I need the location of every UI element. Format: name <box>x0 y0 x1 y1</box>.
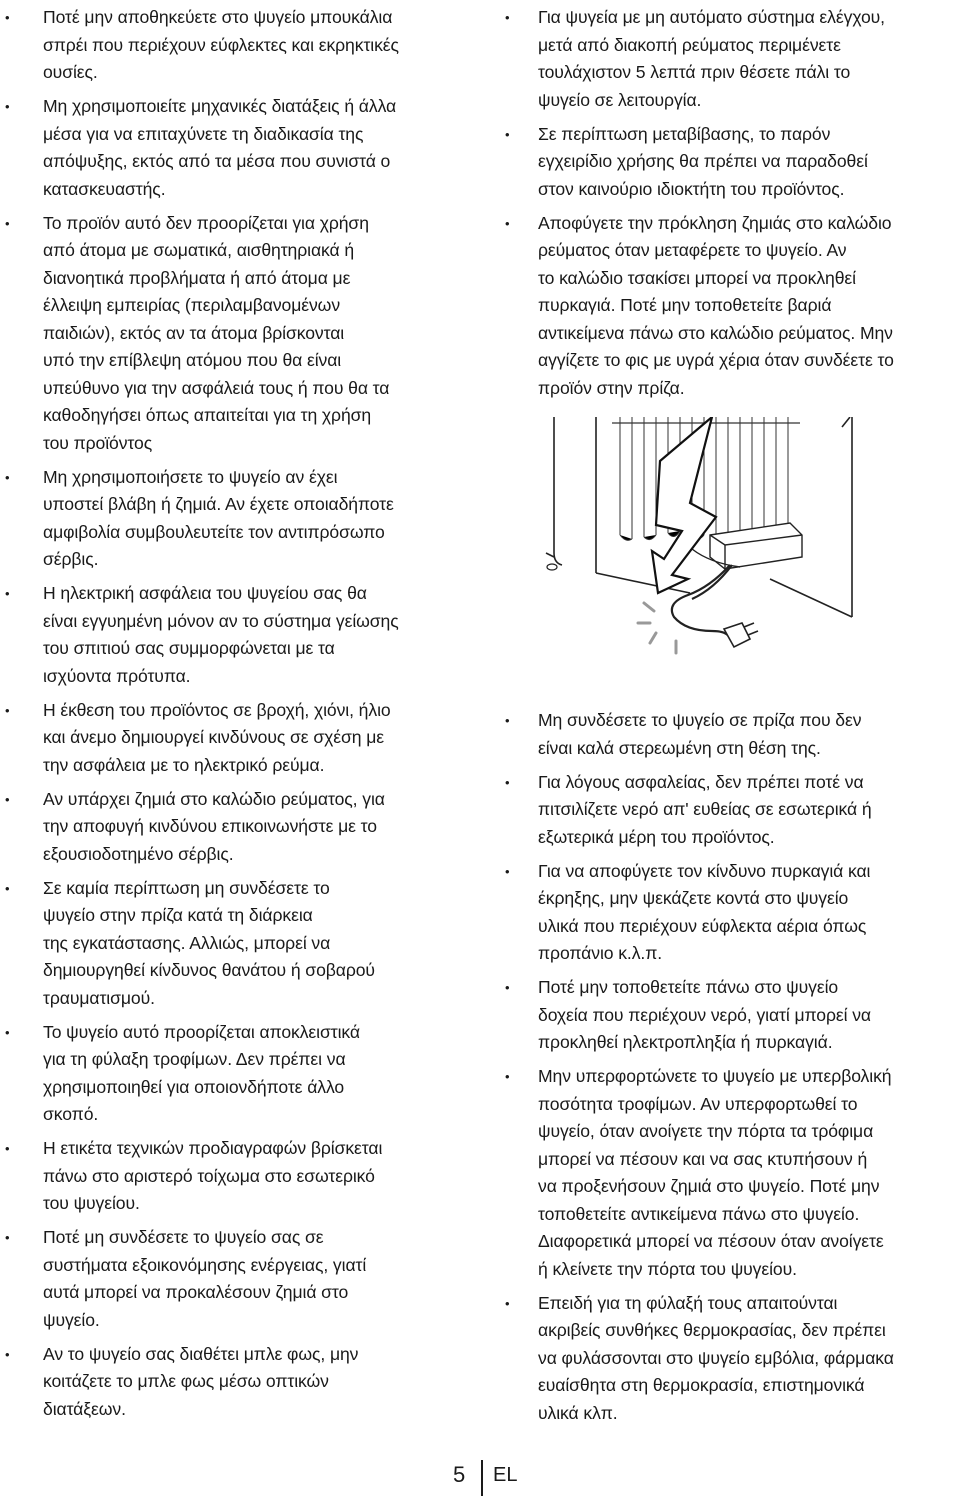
bullet-line: του προϊόντος <box>43 432 153 453</box>
bullet-line: ισχύοντα πρότυπα. <box>43 665 191 686</box>
bullet-line: αυτά μπορεί να προκαλέσουν ζημιά στο <box>43 1282 349 1302</box>
spark-rays <box>638 603 676 653</box>
bullet-line: μέσα για να επιταχύνετε τη διαδικασία της <box>43 123 364 144</box>
bullet-line: • Για να αποφύγετε τον κίνδυνο πυρκαγιά και <box>538 860 871 881</box>
bullet-line: παιδιών), εκτός αν τα άτομα βρίσκονται <box>43 322 345 343</box>
power-plug-icon <box>724 623 758 647</box>
bullet-item <box>0 580 478 690</box>
bullet-line: ψυγείο. <box>43 1309 100 1330</box>
lightning-warning-icon <box>652 417 716 593</box>
bullet-line: κοιτάζετε το μπλε φως μέσω οπτικών <box>43 1371 329 1391</box>
bullet-line: στον καινούριο ιδιοκτήτη του προϊόντος. <box>538 178 845 199</box>
bullet-item <box>0 786 478 869</box>
bullet-line: από άτομα με σωματικά, αισθητηριακά ή <box>43 240 355 260</box>
left-bullet-list <box>0 4 478 1423</box>
bullet-line: • Μη χρησιμοποιείτε μηχανικές διατάξεις ή άλλα <box>43 96 397 116</box>
bullet-line: τουλάχιστον 5 λεπτά πριν θέσετε πάλι το <box>538 62 851 82</box>
bullet-line: εξουσιοδοτημένο σέρβις. <box>43 843 234 864</box>
bullet-line: τοποθετείτε αντικείμενα πάνω στο ψυγείο. <box>538 1203 860 1224</box>
bullet-line: δοχεία που περιέχουν νερό, γιατί μπορεί να <box>538 1004 871 1025</box>
bullet-line: για τη φύλαξη τροφίμων. Δεν πρέπει να <box>43 1049 346 1069</box>
bullet-line: και άνεμο δημιουργεί κινδύνους σε σχέση με <box>43 727 384 747</box>
bullet-line: την αποφυγή κινδύνου επικοινωνήστε με το <box>43 816 377 836</box>
bullet-item <box>0 697 478 780</box>
bullet-item <box>0 875 478 1013</box>
bullet-line: αγγίζετε το φις με υγρά χέρια όταν συνδέετε το <box>538 350 894 370</box>
bullet-line: υποστεί βλάβη ή ζημιά. Αν έχετε οποιαδήποτε <box>43 494 394 514</box>
bullet-item <box>0 93 478 203</box>
bullet-line: υπεύθυνο για την ασφάλειά τους ή που θα τα <box>43 377 390 398</box>
bullet-line: του ψυγείου. <box>43 1193 140 1213</box>
bullet-item <box>0 1019 478 1129</box>
refrigerator-rear-illustration <box>540 417 955 689</box>
bullet-line: ψυγείο, όταν ανοίγετε την πόρτα τα τρόφιμα <box>538 1121 874 1141</box>
bullet-item <box>498 4 960 114</box>
right-bullet-list-bottom <box>498 707 960 1427</box>
page-footer <box>0 1460 960 1500</box>
bullet-line: ποσότητα τροφίμων. Αν υπερφορτωθεί το <box>538 1093 858 1114</box>
compressor <box>692 523 802 569</box>
bullet-line: καθοδηγήσει όπως απαιτείται για τη χρήση <box>43 405 372 425</box>
bullet-line: αντικείμενα πάνω στο καλώδιο ρεύματος. Μην <box>538 322 893 343</box>
bullet-line: πάνω στο αριστερό τοίχωμα στο εσωτερικό <box>43 1165 375 1186</box>
bullet-line: • Η ηλεκτρική ασφάλεια του ψυγείου σας θα <box>43 583 367 603</box>
bullet-line: ψυγείο σε λειτουργία. <box>538 89 702 110</box>
bullet-line: του σπιτιού σας συμμορφώνεται με τα <box>43 638 335 658</box>
bullet-line: • Μη συνδέσετε το ψυγείο σε πρίζα που δεν <box>538 710 862 730</box>
bullet-line: ρεύματος όταν μεταφέρετε το ψυγείο. Αν <box>538 240 847 260</box>
bullet-item <box>0 4 478 87</box>
bullet-line: υλικά που περιέχουν εύφλεκτα αέρια όπως <box>538 915 867 936</box>
bullet-line: μπορεί να πέσουν και να σας κτυπήσουν ή <box>538 1148 868 1169</box>
footer-divider <box>481 1460 483 1496</box>
bullet-line: να προξενήσουν ζημιά στο ψυγείο. Ποτέ μην <box>538 1176 880 1196</box>
bullet-line: δημιουργηθεί κίνδυνος θανάτου ή σοβαρού <box>43 960 375 980</box>
bullet-line: είναι εγγυημένη μόνον αν το σύστημα γείωσης <box>43 610 399 631</box>
bullet-item <box>0 464 478 574</box>
bullet-line: τραυματισμού. <box>43 987 155 1008</box>
bullet-line: αμφιβολία συμβουλευτείτε τον αντιπρόσωπο <box>43 521 385 542</box>
bullet-item <box>0 1224 478 1334</box>
bullet-item <box>0 210 478 458</box>
bullet-line: πιτσιλίζετε νερό απ' ευθείας σε εσωτερικά ή <box>538 799 872 819</box>
bullet-line: το καλώδιο τσακίσει μπορεί να προκληθεί <box>538 267 856 288</box>
bullet-line: την ασφάλεια με το ηλεκτρικό ρεύμα. <box>43 754 325 775</box>
bullet-line: • Για λόγους ασφαλείας, δεν πρέπει ποτέ να <box>538 771 864 792</box>
bullet-item <box>498 210 960 403</box>
bullet-line: προπάνιο κ.λ.π. <box>538 943 663 963</box>
bullet-line: • Αν υπάρχει ζημιά στο καλώδιο ρεύματος, για <box>43 788 385 809</box>
bullet-line: • Μη χρησιμοποιήσετε το ψυγείο αν έχει <box>43 466 338 487</box>
refrigerator-foot <box>547 564 557 570</box>
bullet-line: ή κλείνετε την πόρτα του ψυγείου. <box>538 1258 797 1279</box>
bullet-line: • Ποτέ μην αποθηκεύετε στο ψυγείο μπουκάλια <box>43 7 393 27</box>
language-code: EL <box>493 1464 518 1486</box>
bullet-line: ψυγείο στην πρίζα κατά τη διάρκεια <box>43 905 313 925</box>
bullet-line: έλλειψη εμπειρίας (περιλαμβανομένων <box>43 295 341 315</box>
bullet-line: μετά από διακοπή ρεύματος περιμένετε <box>538 34 841 55</box>
bullet-line: • Επειδή για τη φύλαξή τους απαιτούνται <box>538 1292 838 1313</box>
bullet-item <box>498 974 960 1057</box>
bullet-line: Διαφορετικά μπορεί να πέσουν όταν ανοίγετε <box>538 1231 884 1251</box>
bullet-line: σπρέι που περιέχουν εύφλεκτες και εκρηκτικές <box>43 34 399 55</box>
bullet-line: προκληθεί ηλεκτροπληξία ή πυρκαγιά. <box>538 1032 833 1052</box>
bullet-line: έκρηξης, μην ψεκάζετε κοντά στο ψυγείο <box>538 888 849 908</box>
bullet-line: • Το ψυγείο αυτό προορίζεται αποκλειστικά <box>43 1021 360 1042</box>
right-column <box>498 0 960 1427</box>
bullet-line: • Για ψυγεία με μη αυτόματο σύστημα ελέγχου, <box>538 7 885 27</box>
bullet-line: είναι καλά στερεωμένη στη θέση της. <box>538 737 821 758</box>
bullet-line: πυρκαγιά. Ποτέ μην τοποθετείτε βαριά <box>538 295 832 315</box>
bullet-line: της εγκατάστασης. Αλλιώς, μπορεί να <box>43 932 331 953</box>
bullet-line: ευαίσθητα στη θερμοκρασία, επιστημονικά <box>538 1375 865 1395</box>
bullet-line: ακριβείς συνθήκες θερμοκρασίας, δεν πρέπει <box>538 1320 886 1340</box>
bullet-line: • Αν το ψυγείο σας διαθέτει μπλε φως, μην <box>43 1343 359 1364</box>
bullet-line: εξωτερικά μέρη του προϊόντος. <box>538 826 775 847</box>
bullet-item <box>498 1290 960 1428</box>
bullet-line: υπό την επίβλεψη ατόμου που θα είναι <box>43 350 342 370</box>
bullet-line: διατάξεων. <box>43 1398 126 1419</box>
page-number: 5 <box>453 1462 466 1487</box>
bullet-line: προϊόν στην πρίζα. <box>538 377 685 398</box>
bullet-item <box>498 858 960 968</box>
bullet-line: χρησιμοποιηθεί για οποιονδήποτε άλλο <box>43 1076 345 1097</box>
bullet-line: σέρβις. <box>43 549 99 569</box>
bullet-line: • Το προϊόν αυτό δεν προορίζεται για χρήση <box>43 212 369 233</box>
bullet-line: • Ποτέ μη συνδέσετε το ψυγείο σας σε <box>43 1227 324 1247</box>
bullet-line: • Η έκθεση του προϊόντος σε βροχή, χιόνι, ήλιο <box>43 699 391 720</box>
bullet-item <box>0 1135 478 1218</box>
bullet-line: υλικά κλπ. <box>538 1402 618 1423</box>
bullet-line: • Ποτέ μην τοποθετείτε πάνω στο ψυγείο <box>538 977 839 997</box>
bullet-line: συστήματα εξοικονόμησης ενέργειας, γιατί <box>43 1254 367 1275</box>
bullet-line: διανοητικά προβλήματα ή από άτομα με <box>43 267 351 288</box>
bullet-line: εγχειρίδιο χρήσης θα πρέπει να παραδοθεί <box>538 151 868 171</box>
bullet-line: ουσίες. <box>43 62 98 82</box>
bullet-item <box>0 1341 478 1424</box>
bullet-item <box>498 121 960 204</box>
bullet-item <box>498 1063 960 1283</box>
bullet-line: • Σε καμία περίπτωση μη συνδέσετε το <box>43 877 330 898</box>
left-column <box>0 0 478 1423</box>
bullet-item <box>498 769 960 852</box>
bullet-item <box>498 707 960 762</box>
bullet-line: • Αποφύγετε την πρόκληση ζημιάς στο καλώδιο <box>538 212 892 233</box>
bullet-line: κατασκευαστής. <box>43 178 166 199</box>
bullet-line: να φυλάσσονται στο ψυγείο εμβόλια, φάρμακα <box>538 1347 894 1368</box>
bullet-line: • Μην υπερφορτώνετε το ψυγείο με υπερβολική <box>538 1066 892 1086</box>
bullet-line: • Η ετικέτα τεχνικών προδιαγραφών βρίσκεται <box>43 1138 383 1158</box>
bullet-line: σκοπό. <box>43 1104 99 1124</box>
bullet-line: • Σε περίπτωση μεταβίβασης, το παρόν <box>538 123 831 144</box>
right-bullet-list-top <box>498 4 960 402</box>
bullet-line: απόψυξης, εκτός από τα μέσα που συνιστά ο <box>43 151 391 171</box>
